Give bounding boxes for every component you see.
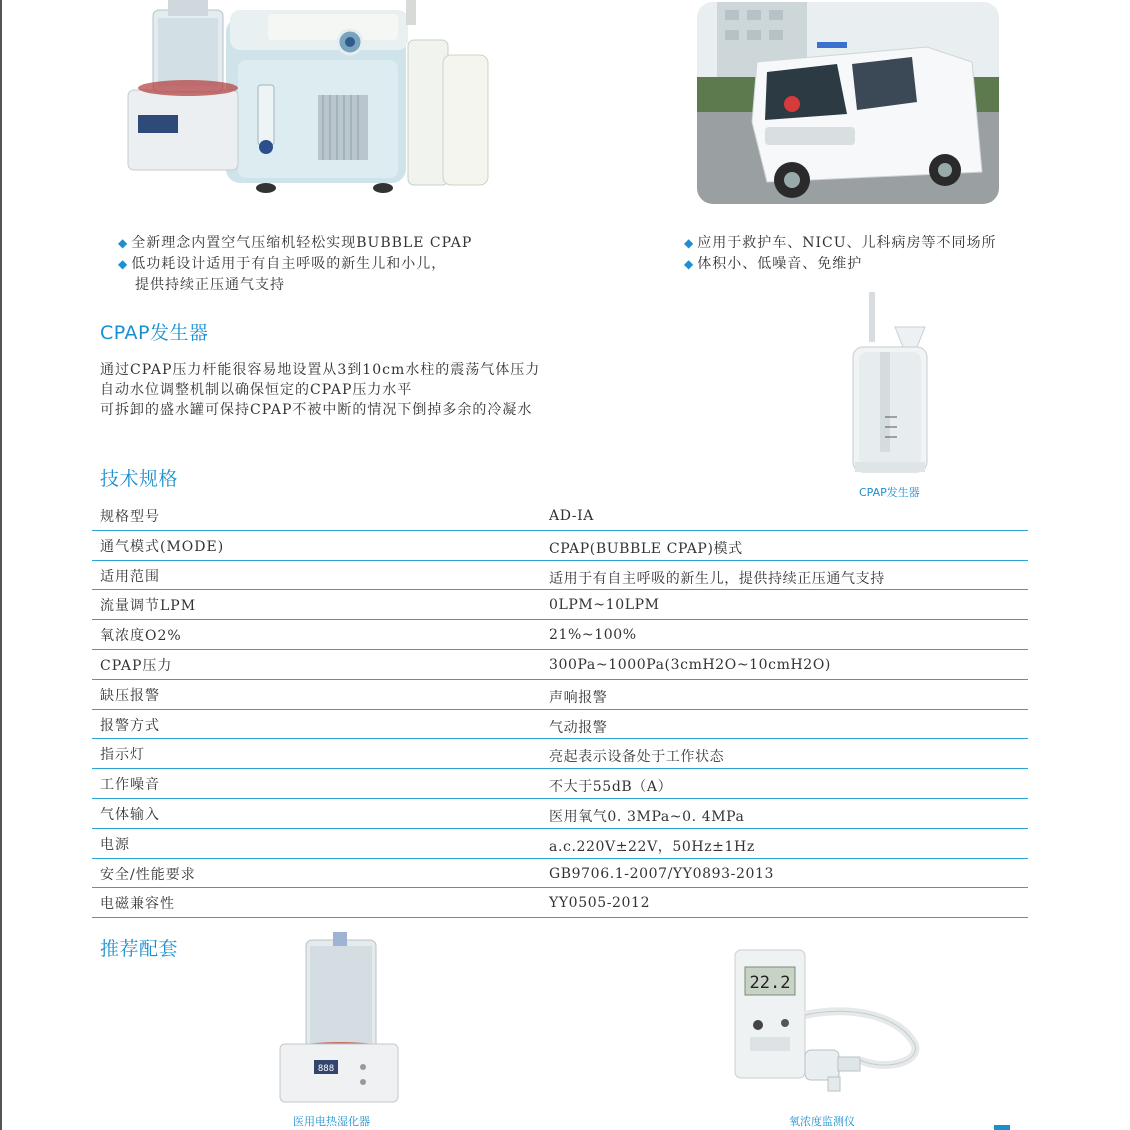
cpap-device-photo — [118, 0, 498, 200]
humidifier-photo — [278, 932, 400, 1104]
description-line: 自动水位调整机制以确保恒定的CPAP压力水平 — [100, 382, 413, 398]
spec-key: 适用范围 — [100, 568, 160, 585]
feature-list-left — [118, 233, 472, 296]
humidifier-display: 888 — [317, 1064, 335, 1074]
spec-key: 规格型号 — [100, 509, 160, 525]
spec-row — [92, 888, 1028, 918]
description-line: 可拆卸的盛水罐可保持CPAP不被中断的情况下倒掉多余的冷凝水 — [100, 402, 533, 418]
diamond-icon: ◆ — [118, 257, 129, 271]
spec-row — [92, 531, 1028, 561]
spec-value: CPAP(BUBBLE CPAP)模式 — [549, 540, 743, 557]
spec-key: 流量调节LPM — [100, 598, 197, 615]
generator-section-title: CPAP发生器 — [100, 322, 209, 344]
oxygen-monitor-caption: 氧浓度监测仪 — [789, 1115, 855, 1128]
spec-row — [92, 590, 1028, 620]
spec-value: 300Pa~1000Pa(3cmH2O~10cmH2O) — [549, 656, 831, 673]
spec-value: 声响报警 — [549, 689, 608, 706]
spec-key: 电磁兼容性 — [100, 896, 175, 913]
spec-value: AD-IA — [549, 508, 594, 524]
spec-key: 安全/性能要求 — [100, 866, 196, 883]
feature-item-continuation: 提供持续正压通气支持 — [135, 277, 285, 293]
description-line: 通过CPAP压力杆能很容易地设置从3到10cm水柱的震荡气体压力 — [100, 362, 541, 378]
generator-image-caption: CPAP发生器 — [859, 486, 920, 499]
spec-row — [92, 620, 1028, 650]
spec-key: 缺压报警 — [100, 687, 160, 704]
ambulance-photo — [697, 2, 999, 204]
spec-row — [92, 650, 1028, 680]
spec-row — [92, 859, 1028, 889]
spec-value: 气动报警 — [549, 719, 608, 736]
cpap-generator-photo — [845, 292, 935, 477]
spec-key: 指示灯 — [100, 747, 145, 764]
diamond-icon: ◆ — [684, 257, 695, 271]
spec-row — [92, 501, 1028, 531]
spec-key: 气体输入 — [100, 806, 160, 823]
diamond-icon: ◆ — [118, 236, 129, 250]
spec-value: GB9706.1-2007/YY0893-2013 — [549, 865, 775, 882]
spec-key: 通气模式(MODE) — [100, 538, 225, 555]
page-edge — [0, 0, 2, 1130]
spec-key: CPAP压力 — [100, 657, 173, 674]
spec-key: 电源 — [100, 836, 130, 853]
spec-value: YY0505-2012 — [549, 895, 651, 912]
spec-value: 适用于有自主呼吸的新生儿，提供持续正压通气支持 — [549, 570, 885, 587]
diamond-icon: ◆ — [684, 236, 695, 250]
oxygen-monitor-photo — [730, 945, 930, 1095]
spec-row — [92, 799, 1028, 829]
feature-list-right — [684, 233, 997, 275]
spec-row — [92, 680, 1028, 710]
feature-item: ◆ 应用于救护车、NICU、儿科病房等不同场所 — [684, 233, 997, 254]
spec-key: 氧浓度O2% — [100, 628, 182, 645]
spec-value: a.c.220V±22V，50Hz±1Hz — [549, 838, 755, 855]
humidifier-caption: 医用电热湿化器 — [293, 1115, 370, 1128]
corner-mark — [994, 1125, 1010, 1130]
spec-key: 报警方式 — [100, 717, 160, 734]
feature-item: ◆ 低功耗设计适用于有自主呼吸的新生儿和小儿， — [118, 254, 472, 275]
spec-key: 工作噪音 — [100, 777, 160, 794]
generator-description — [100, 360, 540, 420]
spec-value: 医用氧气0. 3MPa~0. 4MPa — [549, 808, 745, 825]
spec-row — [92, 561, 1028, 591]
recommended-section-title: 推荐配套 — [100, 938, 179, 960]
spec-row — [92, 829, 1028, 859]
spec-row — [92, 739, 1028, 769]
monitor-display: 22.2 — [749, 973, 791, 993]
spec-value: 不大于55dB（A） — [549, 779, 673, 796]
spec-value: 21%~100% — [549, 627, 637, 644]
feature-item: ◆ 全新理念内置空气压缩机轻松实现BUBBLE CPAP — [118, 233, 472, 254]
spec-value: 亮起表示设备处于工作状态 — [549, 749, 725, 766]
specs-section-title: 技术规格 — [100, 468, 179, 490]
feature-item: ◆ 体积小、低噪音、免维护 — [684, 254, 997, 275]
spec-row — [92, 769, 1028, 799]
specs-table — [92, 501, 1028, 918]
spec-row — [92, 710, 1028, 740]
spec-value: 0LPM~10LPM — [549, 597, 660, 614]
